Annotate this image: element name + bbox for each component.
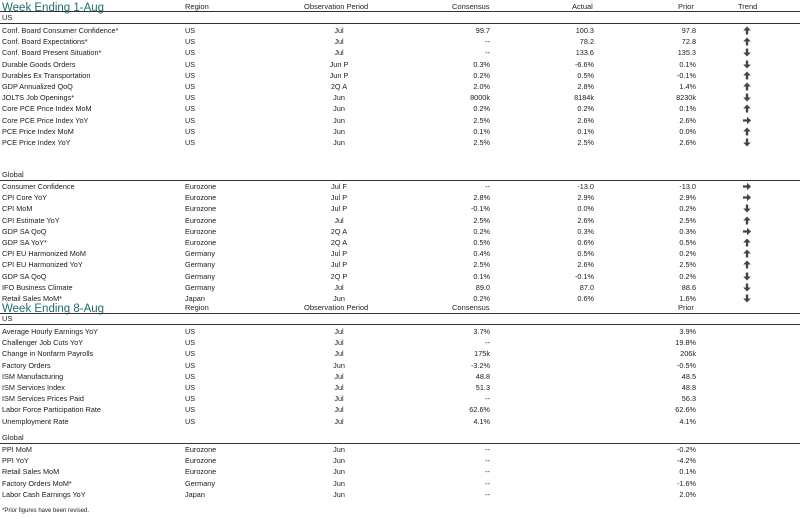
table-row xyxy=(0,215,800,226)
region-cell: US xyxy=(185,37,196,47)
actual-cell: 2.9% xyxy=(577,193,594,203)
region-cell: US xyxy=(185,360,196,370)
indicator-name: GDP SA QoQ xyxy=(2,226,47,236)
indicator-name: Core PCE Price Index MoM xyxy=(2,104,92,114)
actual-cell: -0.1% xyxy=(574,271,594,281)
prior-cell: 0.1% xyxy=(679,104,696,114)
period-cell: Jun xyxy=(333,138,345,147)
region-cell: Germany xyxy=(185,249,216,259)
table-row xyxy=(0,360,800,371)
prior-cell: 1.4% xyxy=(679,82,696,91)
period-cell: Jun xyxy=(333,445,345,454)
region-cell: Germany xyxy=(185,478,216,488)
period-cell: Jul xyxy=(334,349,344,359)
prior-cell: 48.8 xyxy=(681,383,696,392)
consensus-cell: 62.6% xyxy=(469,405,490,415)
actual-cell: 133.6 xyxy=(575,48,594,58)
prior-cell: 2.5% xyxy=(679,260,696,270)
period-cell: Jul xyxy=(334,405,344,415)
table-row xyxy=(0,25,800,36)
table-row xyxy=(0,81,800,92)
region-cell: US xyxy=(185,104,196,114)
period-cell: Jul F xyxy=(331,182,347,191)
prior-cell: 0.1% xyxy=(679,59,696,69)
table-row xyxy=(0,393,800,404)
prior-cell: 0.2% xyxy=(679,204,696,214)
consensus-cell: 2.5% xyxy=(473,138,490,147)
group-label: US xyxy=(2,13,13,22)
table-row xyxy=(0,70,800,81)
period-cell: Jun xyxy=(333,360,345,370)
consensus-cell: 0.2% xyxy=(473,226,490,236)
indicator-name: Durables Ex Transportation xyxy=(2,70,91,80)
prior-cell: 19.8% xyxy=(675,338,696,348)
column-header-region: Region xyxy=(185,2,209,11)
consensus-cell: 0.5% xyxy=(473,238,490,247)
region-cell: US xyxy=(185,26,196,35)
column-header-actual: Actual xyxy=(572,2,593,11)
consensus-cell: -0.1% xyxy=(470,204,490,214)
table-row xyxy=(0,203,800,214)
indicator-name: Conf. Board Expectations* xyxy=(2,37,88,47)
region-cell: Eurozone xyxy=(185,193,217,203)
prior-cell: 8230k xyxy=(676,93,696,103)
table-row xyxy=(0,137,800,148)
period-cell: Jul P xyxy=(330,249,348,259)
consensus-cell: 2.8% xyxy=(473,193,490,203)
period-cell: Jun xyxy=(333,478,345,488)
consensus-cell: 89.0 xyxy=(475,282,490,292)
consensus-cell: 2.0% xyxy=(473,82,490,91)
table-row xyxy=(0,416,800,427)
actual-cell: 2.6% xyxy=(577,260,594,270)
table-row xyxy=(0,478,800,489)
prior-cell: 0.5% xyxy=(679,238,696,247)
trend-down-arrow-icon xyxy=(741,138,753,150)
consensus-cell: 2.5% xyxy=(473,215,490,225)
prior-cell: 4.1% xyxy=(679,416,696,426)
consensus-cell: -- xyxy=(485,478,490,488)
column-header-consensus: Consensus xyxy=(452,2,490,11)
region-cell: Eurozone xyxy=(185,226,217,236)
indicator-name: CPI Core YoY xyxy=(2,193,48,203)
period-cell: Jun xyxy=(333,489,345,499)
table-row xyxy=(0,47,800,58)
prior-cell: 0.2% xyxy=(679,271,696,281)
indicator-name: Factory Orders MoM* xyxy=(2,478,72,488)
prior-cell: 2.5% xyxy=(679,215,696,225)
consensus-cell: 2.5% xyxy=(473,115,490,125)
period-cell: 2Q P xyxy=(330,271,348,281)
indicator-name: CPI MoM xyxy=(2,204,33,214)
period-cell: Jul xyxy=(334,338,344,348)
consensus-cell: 48.8 xyxy=(475,371,490,381)
period-cell: Jun xyxy=(333,467,345,477)
period-cell: Jul xyxy=(334,282,344,292)
indicator-name: Durable Goods Orders xyxy=(2,59,76,69)
consensus-cell: -- xyxy=(485,394,490,404)
indicator-name: Unemployment Rate xyxy=(2,416,69,426)
consensus-cell: 0.3% xyxy=(473,59,490,69)
indicator-name: Conf. Board Consumer Confidence* xyxy=(2,26,119,35)
region-cell: Eurozone xyxy=(185,456,217,466)
actual-cell: 0.2% xyxy=(577,104,594,114)
prior-cell: 135.3 xyxy=(677,48,696,58)
table-row xyxy=(0,348,800,359)
consensus-cell: 0.2% xyxy=(473,70,490,80)
period-cell: Jul P xyxy=(330,260,348,270)
actual-cell: 0.6% xyxy=(577,294,594,303)
consensus-cell: 175k xyxy=(474,349,490,359)
table-row xyxy=(0,226,800,237)
period-cell: Jun xyxy=(333,294,345,303)
indicator-name: IFO Business Climate xyxy=(2,282,73,292)
indicator-name: Retail Sales MoM xyxy=(2,467,60,477)
region-cell: Eurozone xyxy=(185,215,217,225)
actual-cell: 78.2 xyxy=(579,37,594,47)
prior-cell: 0.2% xyxy=(679,249,696,259)
table-row xyxy=(0,126,800,137)
actual-cell: 2.8% xyxy=(577,82,594,91)
prior-cell: 2.0% xyxy=(679,489,696,499)
consensus-cell: 3.7% xyxy=(473,327,490,336)
indicator-name: CPI EU Harmonized MoM xyxy=(2,249,86,259)
prior-cell: 3.9% xyxy=(679,327,696,336)
region-cell: Germany xyxy=(185,271,216,281)
actual-cell: 0.1% xyxy=(577,126,594,136)
consensus-cell: 51.3 xyxy=(475,383,490,392)
actual-cell: 87.0 xyxy=(579,282,594,292)
prior-cell: 1.6% xyxy=(679,294,696,303)
consensus-cell: 0.2% xyxy=(473,104,490,114)
consensus-cell: -- xyxy=(485,37,490,47)
consensus-cell: 4.1% xyxy=(473,416,490,426)
consensus-cell: 0.1% xyxy=(473,126,490,136)
indicator-name: ISM Services Prices Paid xyxy=(2,394,84,404)
period-cell: Jul xyxy=(334,26,344,35)
indicator-name: PCE Price Index YoY xyxy=(2,138,71,147)
table-row xyxy=(0,59,800,70)
column-header-region: Region xyxy=(185,303,209,312)
actual-cell: 2.6% xyxy=(577,115,594,125)
region-cell: US xyxy=(185,126,196,136)
table-row xyxy=(0,489,800,500)
prior-cell: 72.8 xyxy=(681,37,696,47)
column-header-period: Observation Period xyxy=(304,303,369,312)
indicator-name: Challenger Job Cuts YoY xyxy=(2,338,84,348)
consensus-cell: 2.5% xyxy=(473,260,490,270)
consensus-cell: 8000k xyxy=(470,93,490,103)
consensus-cell: -- xyxy=(485,445,490,454)
indicator-name: PPI MoM xyxy=(2,445,33,454)
region-cell: US xyxy=(185,70,196,80)
indicator-name: GDP SA QoQ xyxy=(2,271,47,281)
table-row xyxy=(0,103,800,114)
period-cell: 2Q A xyxy=(330,82,348,91)
period-cell: Jun xyxy=(333,104,345,114)
indicator-name: PPI YoY xyxy=(2,456,29,466)
actual-cell: 2.5% xyxy=(577,138,594,147)
prior-cell: 88.6 xyxy=(681,282,696,292)
section-title: Week Ending 8-Aug xyxy=(2,303,105,315)
footnote: *Prior figures have been revised. xyxy=(2,508,90,514)
table-row xyxy=(0,404,800,415)
prior-cell: 0.3% xyxy=(679,226,696,236)
region-cell: US xyxy=(185,59,196,69)
consensus-cell: 0.1% xyxy=(473,271,490,281)
group-rule xyxy=(0,324,800,325)
section-header xyxy=(0,0,800,16)
consensus-cell: -- xyxy=(485,467,490,477)
table-row xyxy=(0,371,800,382)
indicator-name: GDP SA YoY* xyxy=(2,238,47,247)
consensus-cell: -- xyxy=(485,489,490,499)
prior-cell: 206k xyxy=(680,349,696,359)
region-cell: US xyxy=(185,82,196,91)
period-cell: 2Q A xyxy=(330,238,348,247)
column-header-period: Observation Period xyxy=(304,2,369,11)
period-cell: Jul xyxy=(334,48,344,58)
region-cell: US xyxy=(185,383,196,392)
period-cell: Jul xyxy=(334,371,344,381)
prior-cell: 0.0% xyxy=(679,126,696,136)
actual-cell: 0.3% xyxy=(577,226,594,236)
column-header-trend: Trend xyxy=(738,2,758,11)
indicator-name: Factory Orders xyxy=(2,360,51,370)
indicator-name: ISM Services Index xyxy=(2,383,65,392)
column-header-prior: Prior xyxy=(678,2,694,11)
period-cell: Jul xyxy=(334,327,344,336)
indicator-name: Labor Cash Earnings YoY xyxy=(2,489,86,499)
indicator-name: Labor Force Participation Rate xyxy=(2,405,101,415)
region-cell: US xyxy=(185,416,196,426)
prior-cell: 0.1% xyxy=(679,467,696,477)
prior-cell: 56.3 xyxy=(681,394,696,404)
consensus-cell: 99.7 xyxy=(475,26,490,35)
period-cell: Jul xyxy=(334,383,344,392)
group-label: Global xyxy=(2,170,24,179)
prior-cell: -0.2% xyxy=(676,445,696,454)
region-cell: US xyxy=(185,93,196,103)
region-cell: Eurozone xyxy=(185,204,217,214)
period-cell: Jun P xyxy=(329,70,349,80)
prior-cell: -0.1% xyxy=(676,70,696,80)
actual-cell: 8184k xyxy=(574,93,594,103)
consensus-cell: -- xyxy=(485,338,490,348)
region-cell: US xyxy=(185,327,196,336)
consensus-cell: -- xyxy=(485,456,490,466)
region-cell: US xyxy=(185,394,196,404)
actual-cell: 0.0% xyxy=(577,204,594,214)
table-row xyxy=(0,466,800,477)
indicator-name: Core PCE Price Index YoY xyxy=(2,115,89,125)
actual-cell: 0.6% xyxy=(577,238,594,247)
table-row xyxy=(0,337,800,348)
prior-cell: 97.8 xyxy=(681,26,696,35)
column-header-consensus: Consensus xyxy=(452,303,490,312)
period-cell: Jun xyxy=(333,115,345,125)
table-row xyxy=(0,326,800,337)
consensus-cell: 0.2% xyxy=(473,294,490,303)
period-cell: Jul xyxy=(334,416,344,426)
prior-cell: -0.5% xyxy=(676,360,696,370)
consensus-cell: -3.2% xyxy=(470,360,490,370)
indicator-name: GDP Annualized QoQ xyxy=(2,82,73,91)
group-rule xyxy=(0,23,800,24)
consensus-cell: -- xyxy=(485,182,490,191)
prior-cell: -13.0 xyxy=(679,182,696,191)
table-row xyxy=(0,444,800,455)
region-cell: Eurozone xyxy=(185,467,217,477)
prior-cell: -4.2% xyxy=(676,456,696,466)
actual-cell: -6.6% xyxy=(574,59,594,69)
prior-cell: 48.5 xyxy=(681,371,696,381)
indicator-name: PCE Price Index MoM xyxy=(2,126,74,136)
actual-cell: -13.0 xyxy=(577,182,594,191)
prior-cell: -1.6% xyxy=(676,478,696,488)
actual-cell: 100.3 xyxy=(575,26,594,35)
table-row xyxy=(0,237,800,248)
indicator-name: Change in Nonfarm Payrolls xyxy=(2,349,94,359)
period-cell: Jul P xyxy=(330,193,348,203)
table-row xyxy=(0,382,800,393)
actual-cell: 2.6% xyxy=(577,215,594,225)
region-cell: US xyxy=(185,405,196,415)
indicator-name: Average Hourly Earnings YoY xyxy=(2,327,99,336)
region-cell: Eurozone xyxy=(185,238,217,247)
column-header-prior: Prior xyxy=(678,303,694,312)
section-rule xyxy=(0,313,800,314)
period-cell: Jun xyxy=(333,456,345,466)
table-row xyxy=(0,36,800,47)
table-row xyxy=(0,259,800,270)
period-cell: 2Q A xyxy=(330,226,348,236)
period-cell: Jul P xyxy=(330,204,348,214)
period-cell: Jun P xyxy=(329,59,349,69)
period-cell: Jul xyxy=(334,215,344,225)
indicator-name: Conf. Board Present Situation* xyxy=(2,48,102,58)
group-label: US xyxy=(2,314,13,323)
prior-cell: 2.6% xyxy=(679,115,696,125)
region-cell: US xyxy=(185,138,196,147)
indicator-name: CPI EU Harmonized YoY xyxy=(2,260,83,270)
region-cell: US xyxy=(185,48,196,58)
region-cell: US xyxy=(185,115,196,125)
period-cell: Jul xyxy=(334,394,344,404)
section-rule xyxy=(0,11,800,12)
consensus-cell: -- xyxy=(485,48,490,58)
table-row xyxy=(0,192,800,203)
table-row xyxy=(0,248,800,259)
consensus-cell: 0.4% xyxy=(473,249,490,259)
region-cell: US xyxy=(185,338,196,348)
period-cell: Jul xyxy=(334,37,344,47)
indicator-name: ISM Manufacturing xyxy=(2,371,64,381)
region-cell: Germany xyxy=(185,260,216,270)
region-cell: Germany xyxy=(185,282,216,292)
table-row xyxy=(0,92,800,103)
region-cell: Japan xyxy=(185,294,205,303)
group-label: Global xyxy=(2,433,24,442)
section-title: Week Ending 1-Aug xyxy=(2,2,105,14)
region-cell: Eurozone xyxy=(185,445,217,454)
section-header xyxy=(0,301,800,317)
region-cell: Eurozone xyxy=(185,182,217,191)
period-cell: Jun xyxy=(333,126,345,136)
region-cell: US xyxy=(185,371,196,381)
prior-cell: 2.9% xyxy=(679,193,696,203)
table-row xyxy=(0,115,800,126)
indicator-name: Consumer Confidence xyxy=(2,182,75,191)
table-row xyxy=(0,181,800,192)
table-row xyxy=(0,282,800,293)
table-row xyxy=(0,271,800,282)
region-cell: US xyxy=(185,349,196,359)
table-row xyxy=(0,455,800,466)
indicator-name: JOLTS Job Openings* xyxy=(2,93,75,103)
prior-cell: 2.6% xyxy=(679,138,696,147)
indicator-name: CPI Estimate YoY xyxy=(2,215,60,225)
prior-cell: 62.6% xyxy=(675,405,696,415)
period-cell: Jun xyxy=(333,93,345,103)
actual-cell: 0.5% xyxy=(577,70,594,80)
region-cell: Japan xyxy=(185,489,205,499)
actual-cell: 0.5% xyxy=(577,249,594,259)
indicator-name: Retail Sales MoM* xyxy=(2,294,63,303)
